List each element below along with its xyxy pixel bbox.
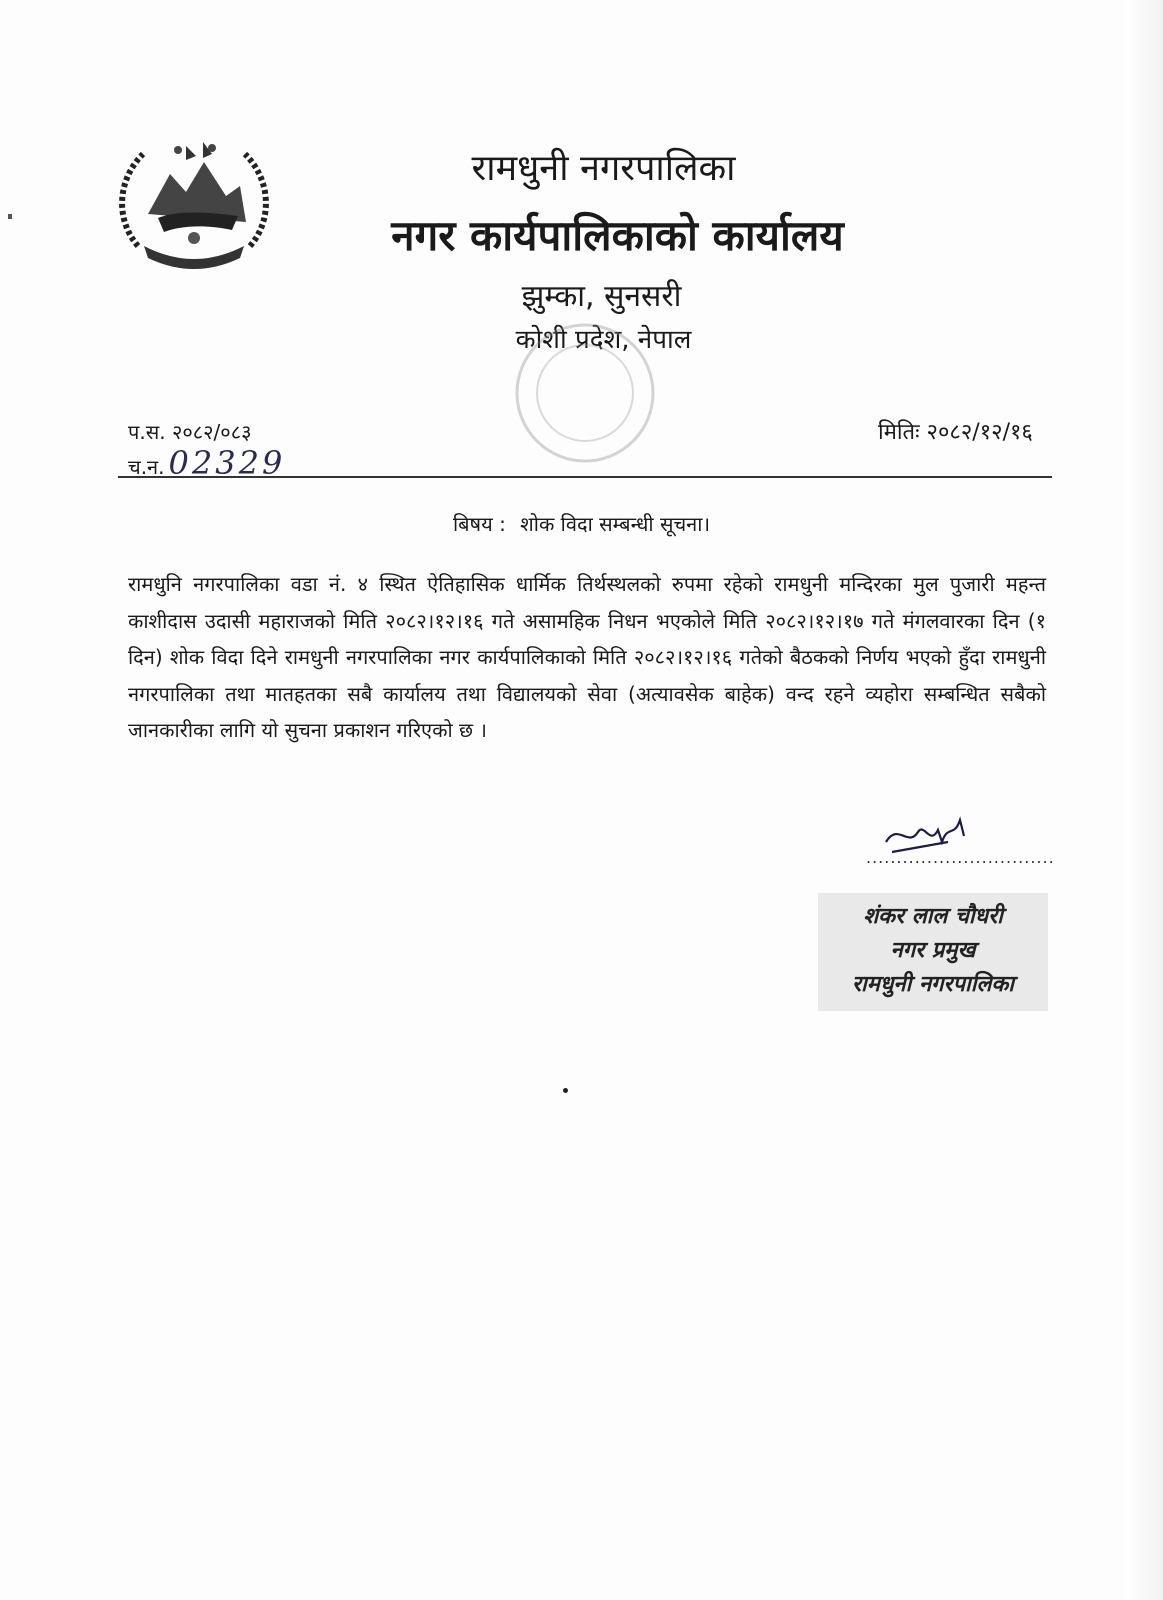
signatory-organization: रामधुनी नगरपालिका <box>852 972 1014 997</box>
letter-date: मितिः २०८२/१२/१६ <box>878 420 1033 445</box>
signatory-title: नगर प्रमुख <box>890 938 976 963</box>
office-seal <box>500 318 670 468</box>
dispatch-number-value: 02329 <box>168 444 286 482</box>
reference-number: प.स. २०८२/०८३ <box>128 420 252 444</box>
signatory-name: शंकर लाल चौधरी <box>863 904 1003 929</box>
subject-label: बिषय : <box>452 512 506 536</box>
header-divider <box>118 476 1052 478</box>
subject-line <box>0 510 1163 537</box>
scan-speck <box>8 214 12 219</box>
notice-body: रामधुनि नगरपालिका वडा नं. ४ स्थित ऐतिहासिक धार्मिक तिर्थस्थलको रुपमा रहेको रामधुनी मन्दिरका मुल पुजारी महन्त काशीदास उदासी महाराजको मिति २०८२।१२।१६ गते असामहिक निधन भएकोले मिति २०८२।१२।१७ गते मंगलवारका दिन (१ दिन) शोक विदा दिने रामधुनी नगरपालिका नगर कार्यपालिकाको मिति २०८२।१२।१६ गतेको बैठकको निर्णय भएको हुँदा रामधुनी नगरपालिका तथा मातहतका सबै कार्यालय तथा विद्यालयको सेवा (अत्यावसेक बाहेक) वन्द रहने व्यहोरा सम्बन्धित सबैको जानकारीका लागि यो सुचना प्रकाशन गरिएको छ । <box>128 572 1046 742</box>
office-name: नगर कार्यपालिकाको कार्यालय <box>391 211 844 260</box>
municipality-name: रामधुनी नगरपालिका <box>471 148 736 189</box>
dispatch-number-label: च.न. <box>128 455 165 479</box>
office-province: कोशी प्रदेश, नेपाल <box>515 325 692 355</box>
office-address: झुम्का, सुनसरी <box>521 279 682 314</box>
scan-dot <box>563 1088 568 1093</box>
signature-line: ............................... <box>866 848 1055 867</box>
subject-text: शोक विदा सम्बन्धी सूचना। <box>520 512 711 536</box>
